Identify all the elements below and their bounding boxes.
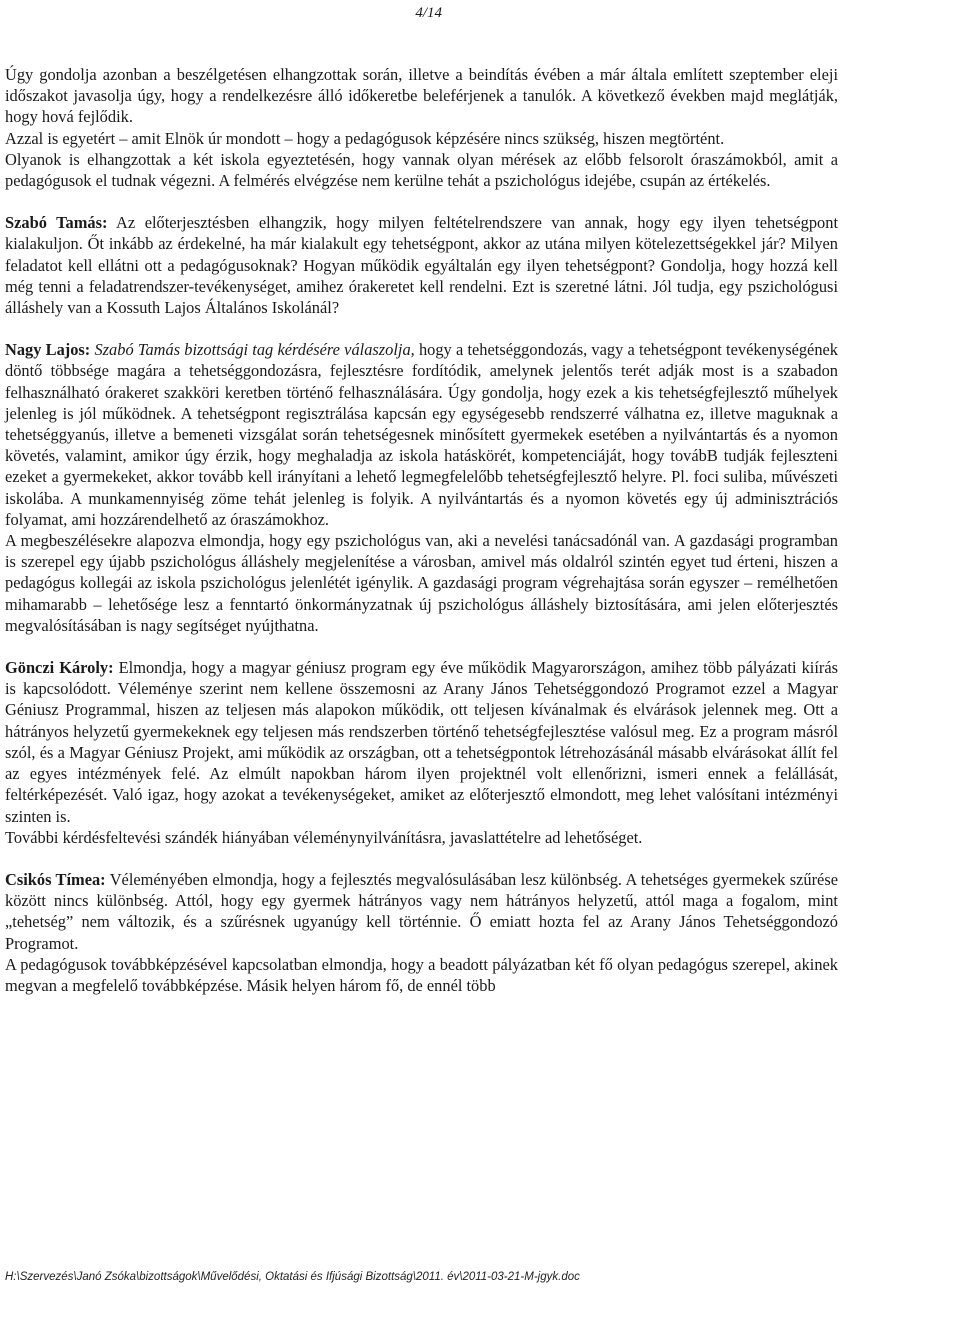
speaker-paragraph: Gönczi Károly: Elmondja, hogy a magyar géniusz program egy éve működik Magyarországon, amihez több pályázati kiírás is kapcsolódott. Véleménye szerint nem kellene összemosni az Arany János Tehetséggondozó Programot ezzel a Magyar Géniusz Programmal, hiszen az teljesen más alapokon működik, ott teljesen kívánalmak és elvárások jelennek meg. Ott a hátrányos helyzetű gyermekeknek egy teljesen más rendszerben történő tehetségfejlesztése valósul meg. Ez a program másról szól, és a Magyar Géniusz Projekt, ami működik az országban, ott a tehetségpontok létrehozásánál másabb elvárásokat állít fel az egyes intézmények felé. Az elmúlt napokban három ilyen projektnél volt ellenőrizni, ismeri ennek a felállását, feltérképezését. Való igaz, hogy azokat a tevékenységeket, amiket az előterjesztő elmondott, meg lehet valósítani intézményi szinten is.	[5, 658, 839, 826]
paragraph: A pedagógusok továbbképzésével kapcsolatban elmondja, hogy a beadott pályázatban két fő olyan pedagógus szerepel, akinek megvan a megfelelő továbbképzése. Másik helyen három fő, de ennél több	[5, 954, 838, 995]
italic-phrase: Szabó Tamás bizottsági tag kérdésére válaszolja,	[90, 340, 415, 360]
paragraph-gap	[5, 848, 838, 869]
page-number: 4/14	[415, 5, 442, 21]
document-body	[5, 64, 838, 996]
paragraph-gap	[5, 636, 838, 657]
paragraph-gap	[5, 191, 838, 212]
speaker-paragraph: Nagy Lajos: Szabó Tamás bizottsági tag kérdésére válaszolja, hogy a tehetséggondozás, vagy a tehetségpont tevékenységének döntő többsége magára a tehetséggondozásra, fejlesztésre fordítódik, amelynek jelentős terét adják most is a szabadon felhasználható órakeret szakköri keretben történő felhasználására. Úgy gondolja, hogy ezek a kis tehetségfejlesztő műhelyek jelenleg is jól működnek. A tehetségpont regisztrálása kapcsán egy egységesebb rendszerré válhatna ez, illetve maguknak a tehetséggyanús, illetve a bemeneti vizsgálat során tehetségesnek minősített gyermekek esetében a nyilvántartás és a nyomon követés, valamint, amikor úgy érzik, hogy meghaladja az iskola hatáskörét, kompetenciáját, hogy továbB tudják fejleszteni ezeket a gyermekeket, akkor tovább kell irányítani a lehető legmegfelelőbb tehetségfejlesztő helyre. Pl. foci suliba, művészeti iskolába. A munkamennyiség zöme tehát jelenleg is folyik. A nyilvántartás és a nyomon követés egy új adminisztrációs folyamat, ami hozzárendelhető az óraszámokhoz.	[5, 340, 838, 529]
speaker-name: Csikós Tímea:	[5, 869, 106, 889]
speaker-paragraph: Csikós Tímea: Véleményében elmondja, hogy a fejlesztés megvalósulásában lesz különbség. A tehetséges gyermekek szűrése között nincs különbség. Attól, hogy egy gyermek hátrányos vagy nem hátrányos helyzetű, attól maga a fogalom, mint „tehetség” nem változik, és a szűrésnek ugyanúgy kell történnie. Ő emiatt hozta fel az Arany János Tehetséggondozó Programot.	[5, 869, 838, 953]
paragraph-gap	[5, 318, 838, 339]
paragraph: További kérdésfeltevési szándék hiányában véleménynyilvánításra, javaslattételre ad lehetőséget.	[5, 827, 643, 847]
speaker-name: Gönczi Károly:	[5, 658, 114, 678]
paragraph: Azzal is egyetért – amit Elnök úr mondott – hogy a pedagógusok képzésére nincs szükség, hiszen megtörtént.	[5, 128, 725, 148]
speaker-name: Szabó Tamás:	[5, 213, 108, 233]
paragraph: A megbeszélésekre alapozva elmondja, hogy egy pszichológus van, aki a nevelési tanácsadónál van. A gazdasági programban is szerepel egy újabb pszichológus álláshely megjelenítése a városban, amivel más oldalról szintén egyet tud érteni, hiszen a pedagógus kollegái az iskola pszichológus jelenlétét igénylik. A gazdasági program végrehajtása során egyszer – remélhetően mihamarabb – lehetősége lesz a fenntartó önkormányzatnak új pszichológus álláshely biztosítására, ami jelen előterjesztés megvalósításában is nagy segítséget nyújthatna.	[5, 531, 838, 635]
paragraph: Olyanok is elhangzottak a két iskola egyeztetésén, hogy vannak olyan mérések az előbb felsorolt óraszámokból, amit a pedagógusok el tudnak végezni. A felmérés elvégzése nem kerülne tehát a pszichológus idejébe, csupán az értékelés.	[5, 149, 838, 191]
speaker-name: Nagy Lajos:	[5, 340, 91, 360]
paragraph: Úgy gondolja azonban a beszélgetésen elhangzottak során, illetve a beindítás évében a már általa említett szeptember eleji időszakot javasolja úgy, hogy a rendelkezésre álló időkeretbe beleférjenek a tanulók. A következő években majd meglátják, hogy hová fejlődik.	[5, 65, 838, 127]
file-path-footer: H:\Szervezés\Janó Zsóka\bizottságok\Művelődési, Oktatási és Ifjúsági Bizottság\2011. év\2011-03-21-M-jgyk.doc	[5, 1271, 580, 1283]
speaker-paragraph: Szabó Tamás: Az előterjesztésben elhangzik, hogy milyen feltételrendszere van annak, hogy egy ilyen tehetségpont kialakuljon. Őt inkább az érdekelné, ha már kialakult egy tehetségpont, akkor az utána milyen kötelezettségekkel jár? Milyen feladatot kell ellátni ott a pedagógusoknak? Hogyan működik egyáltalán egy ilyen tehetségpont? Gondolja, hogy hozzá kell még tenni a feladatrendszer-tevékenységet, amihez órakeretet kell rendelni. Ezt is szeretné látni. Jól tudja, egy pszichológusi álláshely van a Kossuth Lajos Általános Iskolánál?	[5, 213, 838, 318]
